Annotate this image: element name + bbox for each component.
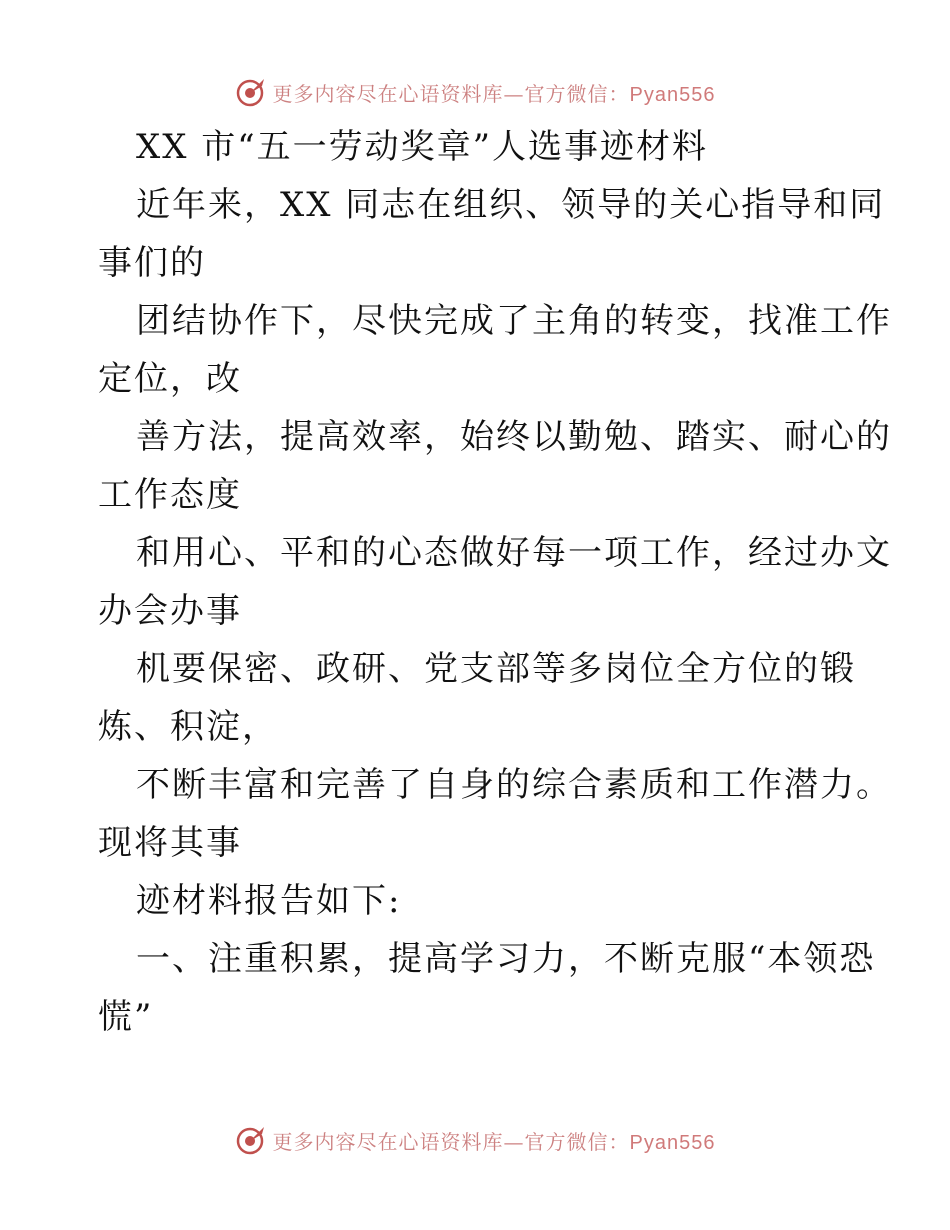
text-line: 机要保密、政研、党支部等多岗位全方位的锻 [136, 649, 856, 689]
text-line: 迹材料报告如下: [136, 881, 402, 921]
text-line: 团结协作下，尽快完成了主角的转变，找准工作 [136, 301, 892, 341]
watermark-text: 更多内容尽在心语资料库—官方微信：Pyan556 [272, 1129, 716, 1154]
text-line: 定位，改 [98, 359, 242, 399]
text-line: 不断丰富和完善了自身的综合素质和工作潜力。 [136, 765, 892, 805]
text-line: 近年来，XX 同志在组织、领导的关心指导和同 [136, 185, 886, 225]
text-line: 现将其事 [98, 823, 242, 863]
quill-logo-icon [235, 1124, 267, 1156]
watermark-id: Pyan556 [629, 1131, 716, 1154]
text-line: 事们的 [98, 243, 206, 283]
text-line: 办会办事 [98, 591, 242, 631]
quill-logo-icon [235, 76, 267, 108]
text-line: 和用心、平和的心态做好每一项工作，经过办文 [136, 533, 892, 573]
document-title: XX 市“五一劳动奖章”人选事迹材料 [136, 127, 708, 167]
text-line: 工作态度 [98, 475, 242, 515]
watermark-text: 更多内容尽在心语资料库—官方微信：Pyan556 [272, 81, 716, 106]
section-heading: 一、注重积累，提高学习力，不断克服“本领恐 [136, 939, 876, 979]
text-line: 炼、积淀， [98, 707, 278, 747]
text-line: 慌” [98, 997, 154, 1037]
text-line: 善方法，提高效率，始终以勤勉、踏实、耐心的 [136, 417, 892, 457]
watermark-id: Pyan556 [629, 83, 716, 106]
document-body [98, 118, 892, 1046]
watermark-footer [0, 1120, 950, 1160]
watermark-header [0, 72, 950, 112]
